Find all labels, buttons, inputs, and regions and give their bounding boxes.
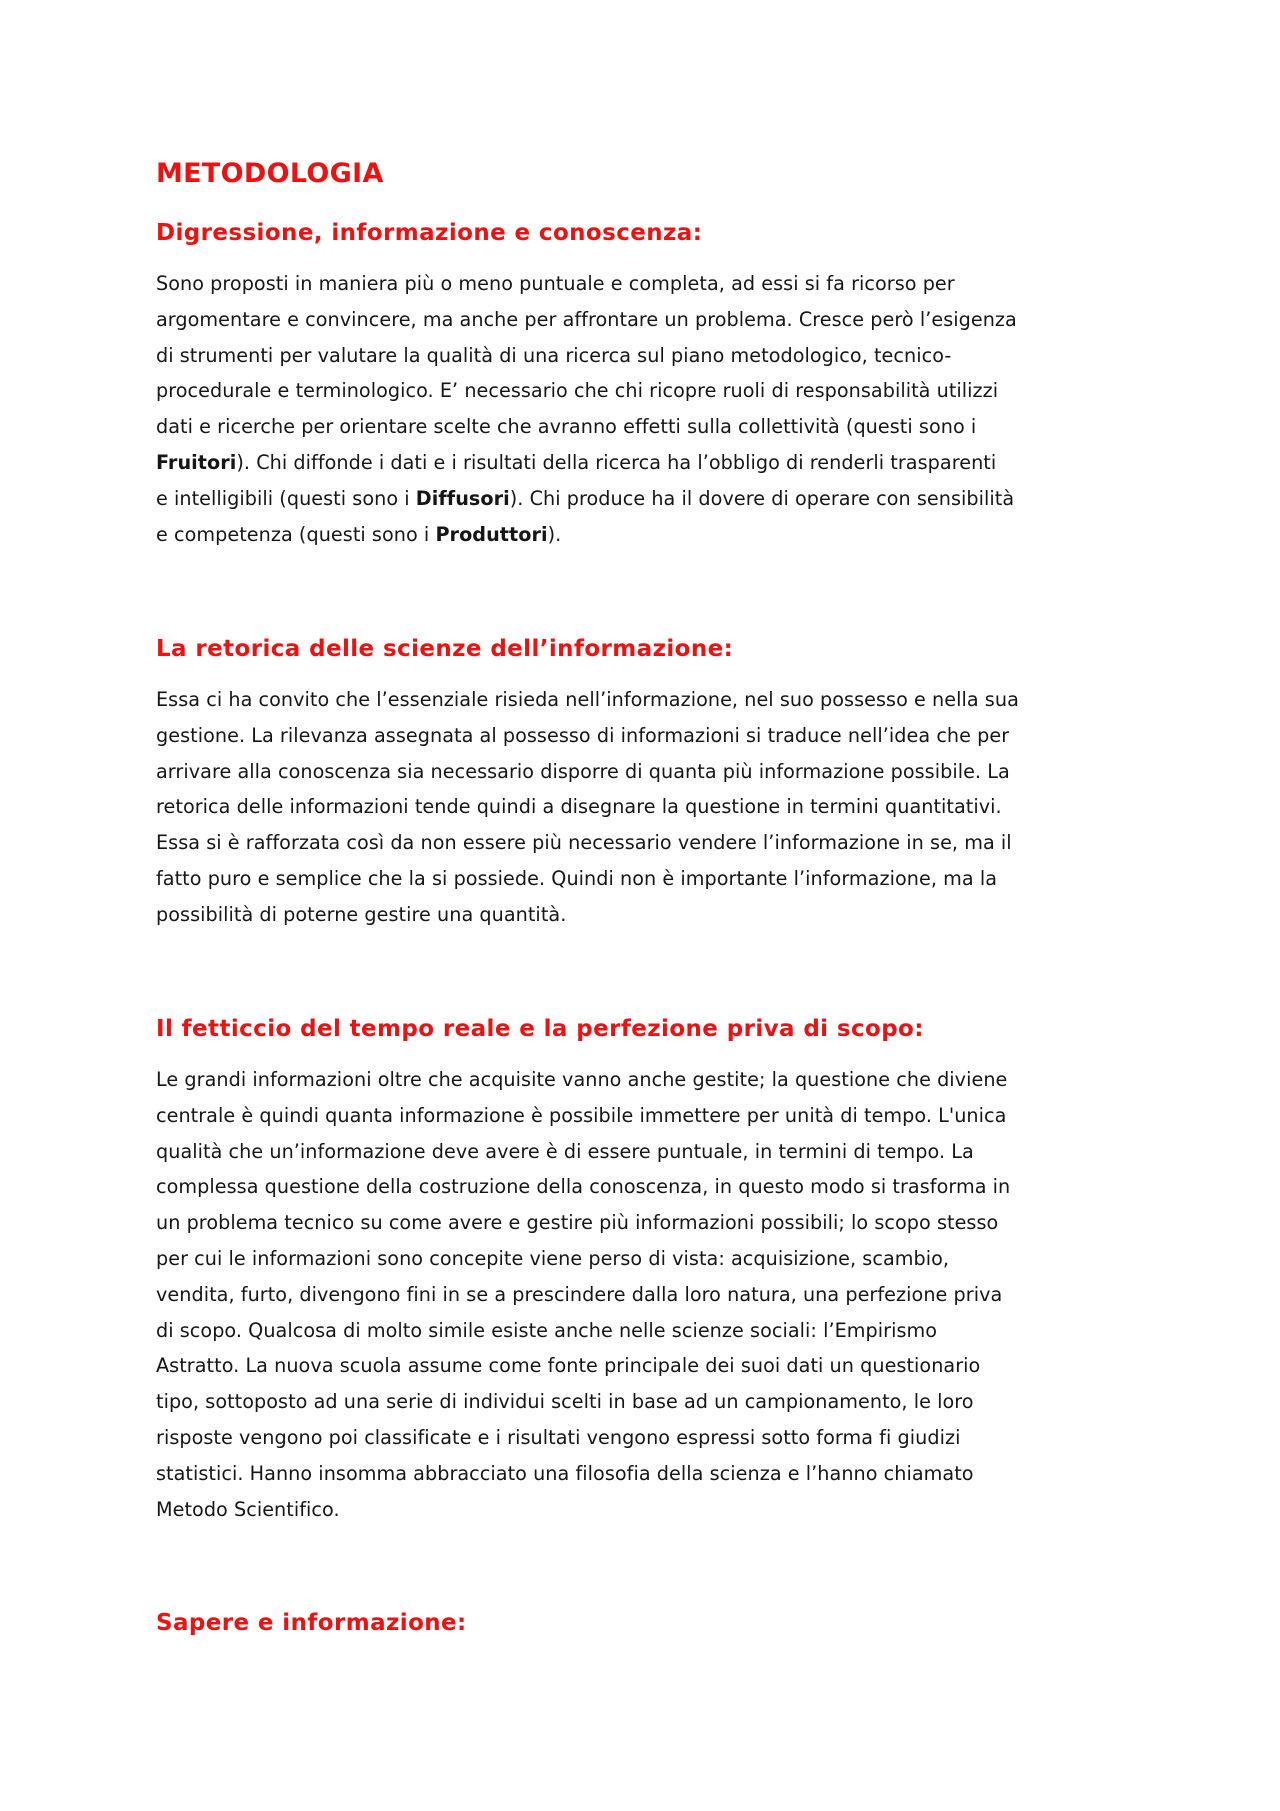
line-text: e intelligibili (questi sono i	[156, 486, 416, 510]
section-heading: Il fetticcio del tempo reale e la perfezione priva di scopo:	[156, 1016, 924, 1042]
section-heading: Sapere e informazione:	[156, 1610, 467, 1636]
paragraph-line: possibilità di poterne gestire una quantità.	[156, 902, 567, 926]
paragraph-line: dati e ricerche per orientare scelte che avranno effetti sulla collettività (questi sono i	[156, 415, 977, 439]
section-heading: La retorica delle scienze dell’informazione:	[156, 636, 734, 662]
section-retorica	[156, 636, 1136, 933]
paragraph-line: Le grandi informazioni oltre che acquisite vanno anche gestite; la questione che diviene	[156, 1068, 1008, 1091]
paragraph-line: arrivare alla conoscenza sia necessario disporre di quanta più informazione possibile. La	[156, 759, 1010, 783]
section-heading: Digressione, informazione e conoscenza:	[156, 220, 703, 246]
paragraph-line	[156, 517, 1136, 553]
paragraph-line: qualità che un’informazione deve avere è di essere puntuale, in termini di tempo. La	[156, 1139, 974, 1163]
paragraph-line: risposte vengono poi classificate e i risultati vengono espressi sotto forma fi giudizi	[156, 1425, 961, 1449]
section-paragraph	[156, 266, 1136, 552]
paragraph-line: Essa si è rafforzata così da non essere più necessario vendere l’informazione in se, ma il	[156, 831, 1012, 855]
paragraph-line: un problema tecnico su come avere e gestire più informazioni possibili; lo scopo stesso	[156, 1211, 999, 1235]
paragraph-line: Sono proposti in maniera più o meno puntuale e completa, ad essi si fa ricorso per	[156, 272, 955, 295]
paragraph-line: retorica delle informazioni tende quindi a disegnare la questione in termini quantitativi.	[156, 795, 1002, 819]
term-fruitori: Fruitori	[156, 450, 237, 474]
section-paragraph	[156, 682, 1136, 933]
line-text: ).	[547, 522, 562, 546]
paragraph-line: di scopo. Qualcosa di molto simile esiste anche nelle scienze sociali: l’Empirismo	[156, 1318, 938, 1342]
paragraph-line: centrale è quindi quanta informazione è possibile immettere per unità di tempo. L'unica	[156, 1103, 1007, 1127]
line-text: ). Chi diffonde i dati e i risultati della ricerca ha l’obbligo di renderli trasparenti	[236, 450, 997, 474]
section-digressione	[156, 220, 1136, 552]
paragraph-line: complessa questione della costruzione della conoscenza, in questo modo si trasforma in	[156, 1175, 1011, 1199]
paragraph-line: procedurale e terminologico. E’ necessario che chi ricopre ruoli di responsabilità utilizzi	[156, 379, 999, 403]
paragraph-line: statistici. Hanno insomma abbracciato una filosofia della scienza e l’hanno chiamato	[156, 1461, 974, 1485]
paragraph-line: gestione. La rilevanza assegnata al possesso di informazioni si traduce nell’idea che per	[156, 723, 1010, 747]
section-fetticcio	[156, 1016, 1136, 1527]
line-text: ). Chi produce ha il dovere di operare con sensibilità	[509, 486, 1015, 510]
paragraph-line: Metodo Scientifico.	[156, 1497, 340, 1521]
term-produttori: Produttori	[435, 522, 548, 546]
page-title: METODOLOGIA	[156, 158, 384, 189]
paragraph-line	[156, 481, 1136, 517]
term-diffusori: Diffusori	[415, 486, 510, 510]
section-sapere	[156, 1610, 1136, 1656]
section-paragraph	[156, 1062, 1136, 1527]
paragraph-line: per cui le informazioni sono concepite viene perso di vista: acquisizione, scambio,	[156, 1246, 950, 1270]
paragraph-line: tipo, sottoposto ad una serie di individui scelti in base ad un campionamento, le loro	[156, 1390, 974, 1414]
paragraph-line: argomentare e convincere, ma anche per affrontare un problema. Cresce però l’esigenza	[156, 307, 1017, 331]
paragraph-line	[156, 445, 1136, 481]
paragraph-line: vendita, furto, divengono fini in se a prescindere dalla loro natura, una perfezione priva	[156, 1282, 1003, 1306]
paragraph-line: Astratto. La nuova scuola assume come fonte principale dei suoi dati un questionario	[156, 1354, 981, 1378]
paragraph-line: Essa ci ha convito che l’essenziale risieda nell’informazione, nel suo possesso e nella sua	[156, 688, 1019, 711]
document-page	[156, 158, 1136, 211]
line-text: e competenza (questi sono i	[156, 522, 436, 546]
paragraph-line: fatto puro e semplice che la si possiede. Quindi non è importante l’informazione, ma la	[156, 866, 998, 890]
paragraph-line: di strumenti per valutare la qualità di una ricerca sul piano metodologico, tecnico-	[156, 343, 952, 367]
